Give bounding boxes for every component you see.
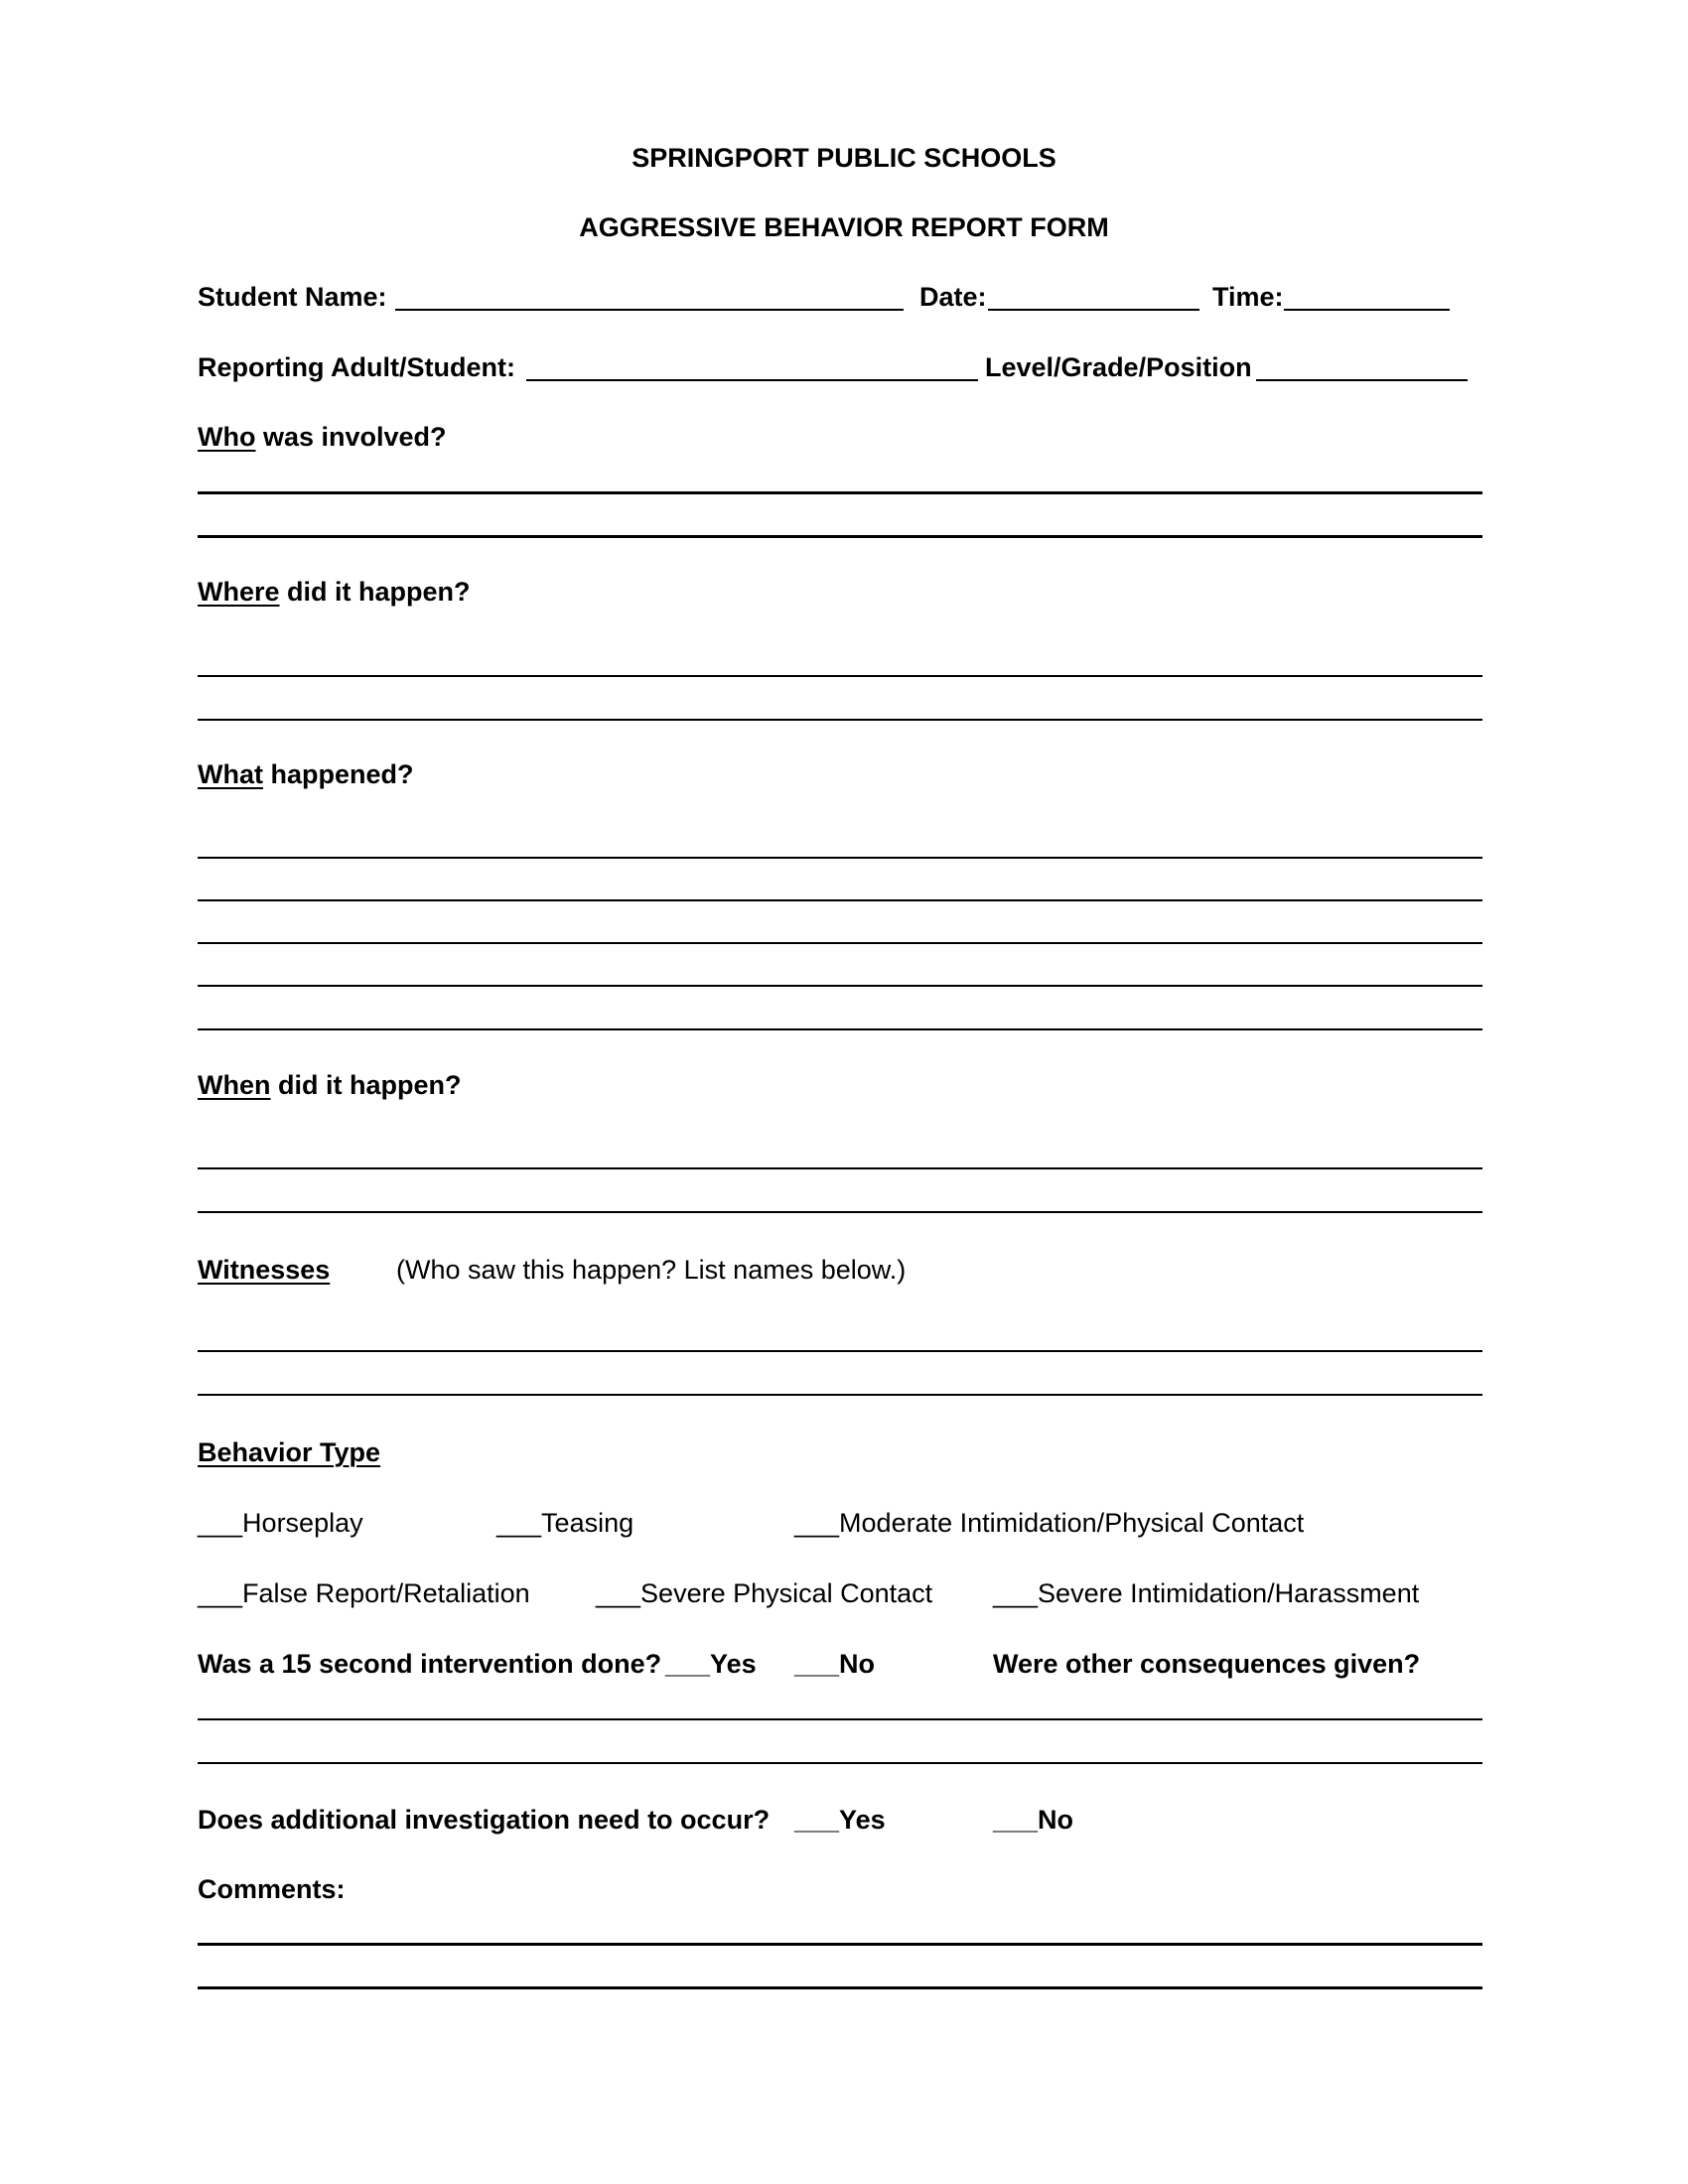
where-answer-line[interactable] — [198, 719, 1482, 721]
who-keyword: Who — [198, 422, 256, 452]
what-question — [198, 761, 414, 788]
student-name-field[interactable] — [395, 309, 904, 311]
date-field[interactable] — [988, 309, 1199, 311]
who-answer-line[interactable] — [198, 535, 1482, 538]
date-label: Date: — [919, 282, 987, 312]
behavior-option-false-report[interactable]: ___False Report/Retaliation — [198, 1578, 530, 1608]
what-question-text: happened? — [262, 759, 414, 789]
what-answer-line[interactable] — [198, 1028, 1482, 1030]
witnesses-note: (Who saw this happen? List names below.) — [396, 1255, 907, 1285]
reporting-field[interactable] — [526, 379, 978, 381]
behavior-option-severe-intimidation[interactable]: ___Severe Intimidation/Harassment — [993, 1578, 1420, 1608]
where-answer-line[interactable] — [198, 675, 1482, 677]
what-answer-line[interactable] — [198, 942, 1482, 944]
comments-answer-line[interactable] — [198, 1943, 1482, 1946]
witnesses-answer-line[interactable] — [198, 1394, 1482, 1396]
behavior-option-severe-physical[interactable]: ___Severe Physical Contact — [596, 1578, 933, 1608]
intervention-yes-option[interactable]: ___Yes — [665, 1649, 757, 1679]
what-keyword: What — [198, 759, 263, 789]
investigation-yes-option[interactable]: ___Yes — [794, 1805, 886, 1835]
student-name-label: Student Name: — [198, 282, 387, 312]
consequences-answer-line[interactable] — [198, 1762, 1482, 1764]
what-answer-line[interactable] — [198, 857, 1482, 859]
time-field[interactable] — [1284, 309, 1450, 311]
behavior-option-teasing[interactable]: ___Teasing — [496, 1508, 634, 1538]
behavior-type-heading: Behavior Type — [198, 1437, 381, 1467]
time-label: Time: — [1212, 282, 1284, 312]
behavior-option-horseplay[interactable]: ___Horseplay — [198, 1508, 363, 1538]
what-answer-line[interactable] — [198, 985, 1482, 987]
where-question — [198, 579, 471, 606]
reporting-label: Reporting Adult/Student: — [198, 352, 515, 382]
comments-answer-line[interactable] — [198, 1986, 1482, 1989]
when-keyword: When — [198, 1070, 271, 1100]
who-question-text: was involved? — [255, 422, 447, 452]
consequences-question: Were other consequences given? — [993, 1649, 1421, 1679]
level-field[interactable] — [1256, 379, 1468, 381]
school-name: SPRINGPORT PUBLIC SCHOOLS — [632, 143, 1056, 173]
what-answer-line[interactable] — [198, 899, 1482, 901]
form-title: AGGRESSIVE BEHAVIOR REPORT FORM — [579, 212, 1109, 242]
who-answer-line[interactable] — [198, 491, 1482, 494]
intervention-question: Was a 15 second intervention done? — [198, 1649, 662, 1679]
when-answer-line[interactable] — [198, 1211, 1482, 1213]
investigation-no-option[interactable]: ___No — [993, 1805, 1074, 1835]
investigation-question: Does additional investigation need to occur? — [198, 1805, 771, 1835]
when-question-text: did it happen? — [270, 1070, 462, 1100]
behavior-option-moderate-intimidation[interactable]: ___Moderate Intimidation/Physical Contact — [794, 1508, 1305, 1538]
who-question — [198, 424, 447, 451]
witnesses-answer-line[interactable] — [198, 1350, 1482, 1352]
consequences-answer-line[interactable] — [198, 1718, 1482, 1720]
when-answer-line[interactable] — [198, 1167, 1482, 1169]
level-label: Level/Grade/Position — [985, 352, 1252, 382]
comments-label: Comments: — [198, 1874, 346, 1904]
where-keyword: Where — [198, 577, 280, 607]
where-question-text: did it happen? — [279, 577, 471, 607]
intervention-no-option[interactable]: ___No — [794, 1649, 876, 1679]
witnesses-heading: Witnesses — [198, 1255, 331, 1285]
when-question — [198, 1072, 461, 1099]
